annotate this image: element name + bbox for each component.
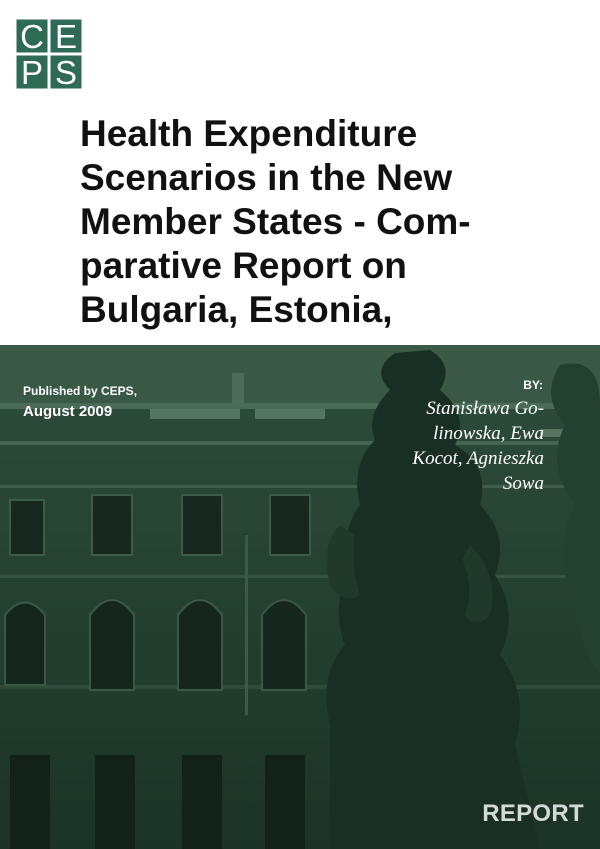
author-list: [354, 396, 544, 496]
logo-letter-c: C: [15, 18, 49, 54]
title-line: Bulgaria, Estonia,: [80, 289, 393, 330]
logo-letter-p: P: [15, 54, 49, 90]
author-line: Sowa: [502, 473, 544, 494]
title-line: parative Report on: [80, 245, 407, 286]
title-line: Health Expenditure: [80, 113, 418, 154]
logo-letter-s: S: [49, 54, 83, 90]
publisher-line: Published by CEPS,: [23, 384, 138, 398]
publication-date: August 2009: [23, 403, 113, 420]
report-title: [80, 112, 590, 332]
ceps-logo: [15, 18, 83, 90]
author-line: linowska, Ewa: [433, 423, 544, 444]
logo-letter-e: E: [49, 18, 83, 54]
publication-info: [23, 384, 137, 422]
title-line: Member States - Com-: [80, 201, 471, 242]
author-line: Stanisława Go-: [426, 398, 544, 419]
byline-label: BY:: [523, 378, 543, 392]
report-label: REPORT: [482, 800, 584, 827]
title-line: Scenarios in the New: [80, 157, 453, 198]
author-line: Kocot, Agnieszka: [412, 448, 544, 469]
